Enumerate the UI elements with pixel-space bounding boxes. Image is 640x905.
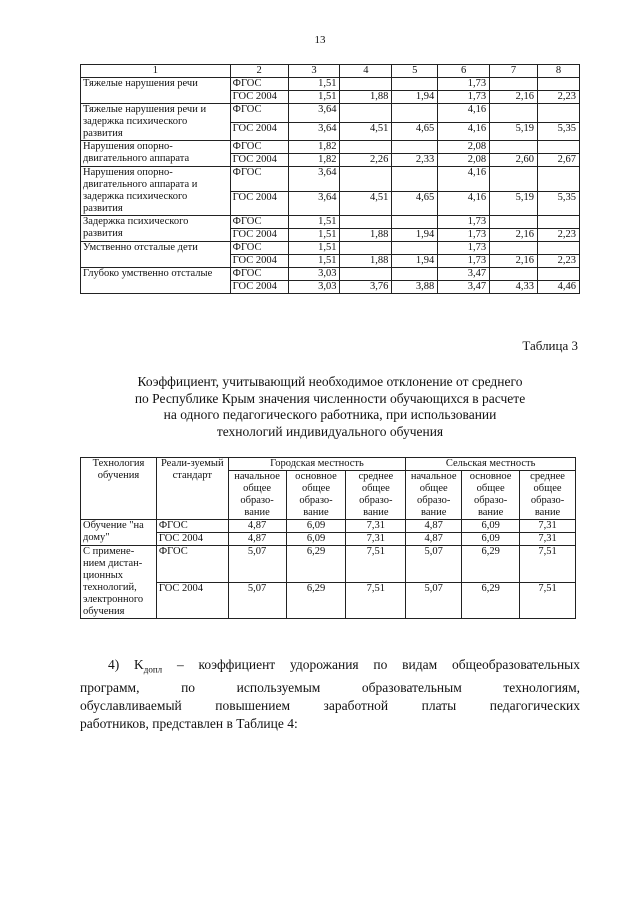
value-cell: 4,16 — [438, 104, 490, 123]
value-cell: 7,31 — [346, 533, 406, 546]
sub-primary-urban: начальное общее образо-вание — [228, 471, 286, 520]
value-cell: 7,51 — [346, 582, 406, 619]
category-cell: Задержка психического развития — [81, 216, 231, 242]
standard-cell: ФГОС — [156, 520, 228, 533]
standard-cell: ГОС 2004 — [230, 281, 288, 294]
value-cell — [537, 242, 579, 255]
header-cell: 7 — [490, 65, 538, 78]
header-cell: 6 — [438, 65, 490, 78]
value-cell: 6,09 — [286, 533, 346, 546]
page-number: 13 — [314, 34, 326, 46]
caption-line: по Республике Крым значения численности обучающихся в расчете — [134, 390, 526, 406]
value-cell: 6,09 — [462, 533, 520, 546]
header-cell: 1 — [81, 65, 231, 78]
category-cell: Умственно отсталые дети — [81, 242, 231, 268]
value-cell: 1,73 — [438, 242, 490, 255]
value-cell: 5,19 — [490, 122, 538, 141]
value-cell: 4,16 — [438, 122, 490, 141]
value-cell: 1,51 — [288, 242, 340, 255]
standard-cell: ГОС 2004 — [230, 255, 288, 268]
standard-cell: ГОС 2004 — [230, 91, 288, 104]
value-cell: 3,47 — [438, 268, 490, 281]
value-cell: 2,23 — [537, 91, 579, 104]
value-cell — [537, 141, 579, 154]
col-rural: Сельская местность — [406, 458, 576, 471]
value-cell: 1,94 — [392, 91, 438, 104]
value-cell — [537, 268, 579, 281]
value-cell: 3,03 — [288, 268, 340, 281]
value-cell: 2,67 — [537, 154, 579, 167]
paragraph-k-dopl — [80, 656, 580, 733]
value-cell — [392, 242, 438, 255]
header-cell: 4 — [340, 65, 392, 78]
para-line-2: программ, по используемым образовательным технологиям, — [80, 679, 580, 695]
standard-cell: ФГОС — [230, 78, 288, 91]
table-row — [81, 268, 580, 281]
value-cell — [490, 216, 538, 229]
category-cell: Тяжелые нарушения речи — [81, 78, 231, 104]
header-cell: 2 — [230, 65, 288, 78]
value-cell — [537, 104, 579, 123]
value-cell: 3,64 — [288, 104, 340, 123]
value-cell — [490, 167, 538, 192]
technology-cell: С примене-нием дистан-ционных технологий, электронного обучения — [81, 546, 157, 619]
value-cell: 2,08 — [438, 154, 490, 167]
value-cell: 4,65 — [392, 191, 438, 216]
value-cell: 6,29 — [286, 546, 346, 583]
value-cell: 7,31 — [346, 520, 406, 533]
value-cell: 4,51 — [340, 191, 392, 216]
value-cell: 1,94 — [392, 255, 438, 268]
category-cell: Тяжелые нарушения речи и задержка психического развития — [81, 104, 231, 141]
standard-cell: ФГОС — [230, 167, 288, 192]
value-cell — [340, 78, 392, 91]
value-cell: 6,29 — [462, 546, 520, 583]
value-cell: 4,87 — [406, 533, 462, 546]
value-cell: 5,07 — [406, 546, 462, 583]
value-cell: 1,73 — [438, 255, 490, 268]
value-cell: 2,33 — [392, 154, 438, 167]
table-3-label: Таблица 3 — [522, 338, 578, 353]
col-urban: Городская местность — [228, 458, 406, 471]
standard-cell: ГОС 2004 — [156, 582, 228, 619]
para-line-4: работников, представлен в Таблице 4: — [80, 715, 298, 731]
value-cell: 4,16 — [438, 191, 490, 216]
value-cell: 1,73 — [438, 229, 490, 242]
header-cell: 3 — [288, 65, 340, 78]
value-cell: 4,51 — [340, 122, 392, 141]
para-prefix: 4) — [108, 657, 135, 672]
value-cell — [537, 78, 579, 91]
value-cell — [340, 141, 392, 154]
value-cell: 2,26 — [340, 154, 392, 167]
value-cell: 1,73 — [438, 78, 490, 91]
value-cell — [340, 104, 392, 123]
value-cell: 1,88 — [340, 255, 392, 268]
value-cell: 7,51 — [520, 582, 576, 619]
header-cell: 5 — [392, 65, 438, 78]
value-cell: 1,51 — [288, 78, 340, 91]
sub-secondary-rural: среднее общее образо-вание — [520, 471, 576, 520]
k-symbol: K — [134, 657, 144, 672]
value-cell: 4,87 — [406, 520, 462, 533]
coefficient-table-continued — [80, 64, 580, 294]
value-cell — [490, 78, 538, 91]
value-cell — [392, 78, 438, 91]
value-cell: 1,88 — [340, 229, 392, 242]
value-cell: 2,60 — [490, 154, 538, 167]
table-row — [81, 546, 576, 583]
value-cell: 6,29 — [286, 582, 346, 619]
table-row — [81, 216, 580, 229]
value-cell: 1,73 — [438, 216, 490, 229]
value-cell — [392, 216, 438, 229]
value-cell: 2,08 — [438, 141, 490, 154]
standard-cell: ГОС 2004 — [230, 154, 288, 167]
table-row — [81, 141, 580, 154]
value-cell: 1,82 — [288, 154, 340, 167]
value-cell: 7,31 — [520, 520, 576, 533]
value-cell — [490, 268, 538, 281]
value-cell: 6,29 — [462, 582, 520, 619]
value-cell: 1,51 — [288, 229, 340, 242]
value-cell: 4,33 — [490, 281, 538, 294]
value-cell: 1,82 — [288, 141, 340, 154]
value-cell — [340, 242, 392, 255]
value-cell: 2,16 — [490, 91, 538, 104]
value-cell — [340, 167, 392, 192]
value-cell: 3,64 — [288, 167, 340, 192]
caption-line: на одного педагогического работника, при использовании — [163, 407, 497, 422]
value-cell — [340, 268, 392, 281]
standard-cell: ФГОС — [230, 268, 288, 281]
table-row — [81, 520, 576, 533]
standard-cell: ФГОС — [156, 546, 228, 583]
value-cell: 1,88 — [340, 91, 392, 104]
value-cell: 3,88 — [392, 281, 438, 294]
para-line-3: обуславливаемый повышением заработной платы педагогических — [80, 697, 580, 713]
standard-cell: ФГОС — [230, 104, 288, 123]
table-header-row — [81, 65, 580, 78]
value-cell: 3,64 — [288, 191, 340, 216]
value-cell — [392, 167, 438, 192]
value-cell: 7,51 — [520, 546, 576, 583]
value-cell — [490, 104, 538, 123]
value-cell: 4,87 — [228, 533, 286, 546]
category-cell: Нарушения опорно-двигательного аппарата — [81, 141, 231, 167]
value-cell: 6,09 — [462, 520, 520, 533]
standard-cell: ФГОС — [230, 242, 288, 255]
table-row — [81, 78, 580, 91]
sub-primary-rural: начальное общее образо-вание — [406, 471, 462, 520]
standard-cell: ФГОС — [230, 216, 288, 229]
category-cell: Нарушения опорно-двигательного аппарата и задержка психического развития — [81, 167, 231, 216]
value-cell: 1,73 — [438, 91, 490, 104]
value-cell — [490, 141, 538, 154]
value-cell: 1,51 — [288, 216, 340, 229]
value-cell — [490, 242, 538, 255]
standard-cell: ГОС 2004 — [230, 122, 288, 141]
table-3-caption — [80, 374, 580, 440]
value-cell: 4,87 — [228, 520, 286, 533]
value-cell: 4,16 — [438, 167, 490, 192]
header-cell: 8 — [537, 65, 579, 78]
value-cell: 2,23 — [537, 255, 579, 268]
value-cell: 1,51 — [288, 91, 340, 104]
value-cell — [340, 216, 392, 229]
value-cell: 5,07 — [406, 582, 462, 619]
value-cell — [392, 104, 438, 123]
value-cell: 5,35 — [537, 122, 579, 141]
k-subscript: допл — [143, 664, 163, 675]
value-cell: 7,51 — [346, 546, 406, 583]
col-technology: Технология обучения — [81, 458, 157, 520]
value-cell: 1,94 — [392, 229, 438, 242]
value-cell: 2,16 — [490, 229, 538, 242]
standard-cell: ФГОС — [230, 141, 288, 154]
value-cell — [392, 141, 438, 154]
value-cell: 2,16 — [490, 255, 538, 268]
technology-cell: Обучение "на дому" — [81, 520, 157, 546]
value-cell: 5,35 — [537, 191, 579, 216]
caption-line: Коэффициент, учитывающий необходимое отклонение от среднего — [137, 374, 523, 389]
category-cell: Глубоко умственно отсталые — [81, 268, 231, 294]
value-cell: 3,76 — [340, 281, 392, 294]
value-cell: 2,23 — [537, 229, 579, 242]
individual-learning-table — [80, 457, 576, 619]
sub-secondary-urban: среднее общее образо-вание — [346, 471, 406, 520]
value-cell: 5,07 — [228, 582, 286, 619]
value-cell: 5,07 — [228, 546, 286, 583]
para-line-1: – коэффициент удорожания по видам общеобразовательных — [162, 657, 580, 672]
standard-cell: ГОС 2004 — [230, 229, 288, 242]
value-cell — [537, 167, 579, 192]
value-cell: 1,51 — [288, 255, 340, 268]
value-cell: 4,46 — [537, 281, 579, 294]
caption-line: технологий индивидуального обучения — [216, 423, 444, 439]
value-cell: 3,47 — [438, 281, 490, 294]
table-row — [81, 104, 580, 123]
value-cell: 4,65 — [392, 122, 438, 141]
value-cell — [537, 216, 579, 229]
table-row — [81, 167, 580, 192]
value-cell: 7,31 — [520, 533, 576, 546]
standard-cell: ГОС 2004 — [230, 191, 288, 216]
standard-cell: ГОС 2004 — [156, 533, 228, 546]
col-standard: Реали-зуемый стандарт — [156, 458, 228, 520]
sub-basic-rural: основное общее образо-вание — [462, 471, 520, 520]
sub-basic-urban: основное общее образо-вание — [286, 471, 346, 520]
table-row — [81, 242, 580, 255]
value-cell: 6,09 — [286, 520, 346, 533]
value-cell: 3,64 — [288, 122, 340, 141]
value-cell: 3,03 — [288, 281, 340, 294]
value-cell: 5,19 — [490, 191, 538, 216]
value-cell — [392, 268, 438, 281]
